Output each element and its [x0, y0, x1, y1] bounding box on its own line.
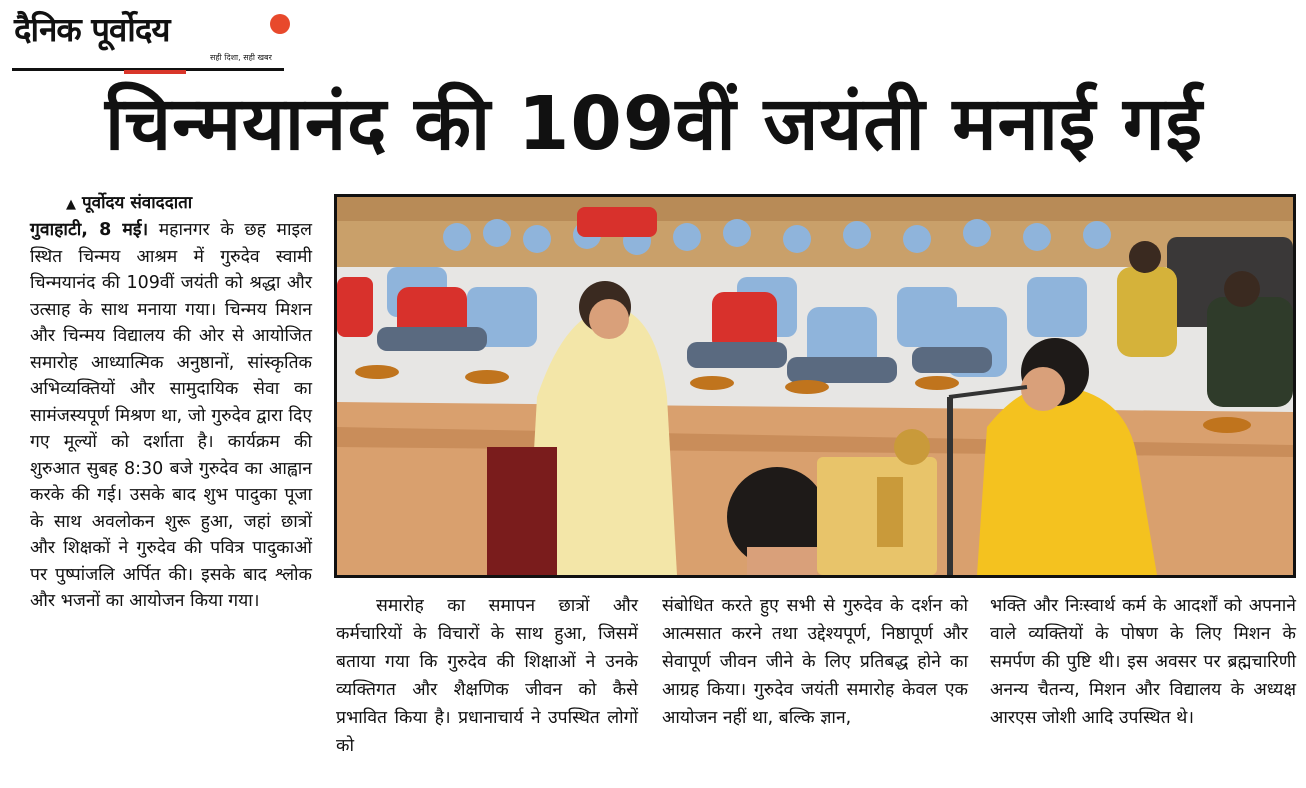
masthead [12, 4, 284, 72]
event-photo-illustration [337, 197, 1293, 575]
article-column-3: संबोधित करते हुए सभी से गुरुदेव के दर्शन को आत्मसात करने तथा उद्देश्यपूर्ण, निष्ठापूर्ण और सेवापूर्ण जीवन जीने के लिए प्रतिबद्ध होने का आग्रह किया। गुरुदेव जयंती समारोह केवल एक आयोजन नहीं था, बल्कि ज्ञान, [662, 596, 968, 728]
byline-text: पूर्वोदय संवाददाता [82, 193, 193, 213]
column-1-text [30, 217, 312, 615]
masthead-red-tag [124, 70, 186, 74]
dateline: गुवाहाटी, 8 मई। [30, 220, 149, 240]
logo-dot [270, 14, 290, 34]
article-column-4: भक्ति और निःस्वार्थ कर्म के आदर्शों को अपनाने वाले व्यक्तियों के पोषण के लिए मिशन के समर्पण की पुष्टि थी। इस अवसर पर ब्रह्मचारिणी अनन्य चैतन्य, मिशन और विद्यालय के अध्यक्ष आरएस जोशी आदि उपस्थित थे। [990, 596, 1296, 728]
triangle-icon: ▲ [66, 197, 76, 212]
article-column-1 [30, 190, 312, 615]
event-photo [334, 194, 1296, 578]
article-column-2: समारोह का समापन छात्रों और कर्मचारियों के विचारों के साथ हुआ, जिसमें बताया गया कि गुरुदेव की शिक्षाओं ने उनके व्यक्तिगत और शैक्षणिक जीवन को कैसे प्रभावित किया है। प्रधानाचार्य ने उपस्थित लोगों को [336, 596, 638, 756]
byline [66, 190, 312, 213]
headline: चिन्मयानंद की 109वीं जयंती मनाई गई [105, 81, 1203, 167]
newspaper-logo: दैनिक पूर्वोदय [14, 10, 170, 49]
tagline: सही दिशा, सही खबर [210, 53, 272, 62]
column-1-body: महानगर के छह माइल स्थित चिन्मय आश्रम में गुरुदेव स्वामी चिन्मयानंद की 109वीं जयंती को श्रद्धा और उत्साह के साथ मनाया गया। चिन्मय मिशन और चिन्मय विद्यालय की ओर से आयोजित समारोह आध्यात्मिक अनुष्ठानों, सांस्कृतिक अभिव्यक्तियों और सामुदायिक सेवा का सामंजस्यपूर्ण मिश्रण था, जो गुरुदेव द्वारा दिए गए मूल्यों को दर्शाता है। कार्यक्रम की शुरुआत सुबह 8:30 बजे गुरुदेव का आह्वान करके की गई। उसके बाद शुभ पादुका पूजा के साथ अवलोकन शुरू हुआ, जहां छात्रों और शिक्षकों ने गुरुदेव की पवित्र पादुकाओं पर पुष्पांजलि अर्पित की। इसके बाद श्लोक और भजनों का आयोजन किया गया। [30, 220, 312, 611]
